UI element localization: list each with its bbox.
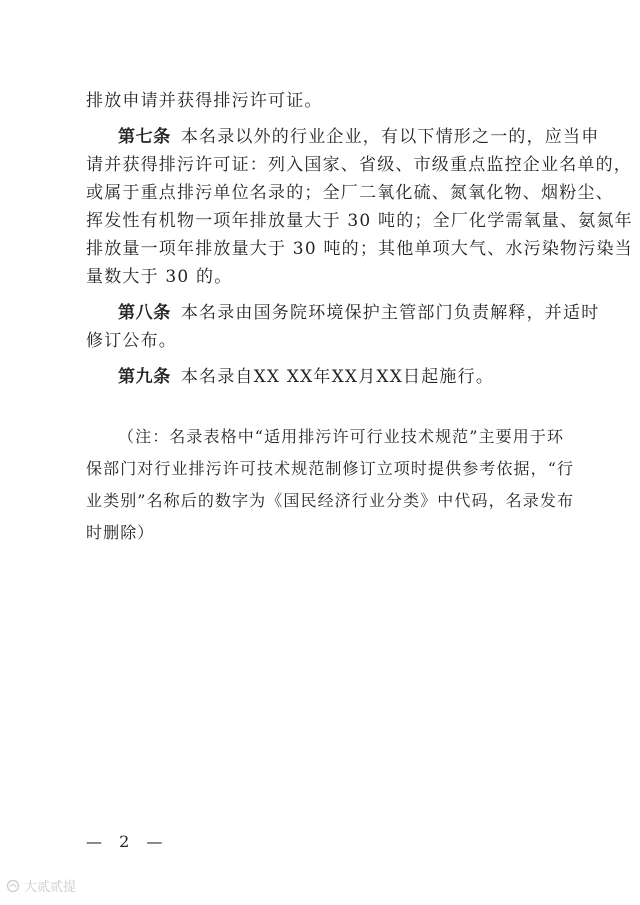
note-line-2: 保部门对行业排污许可技术规范制修订立项时提供参考依据，“行	[86, 459, 575, 478]
watermark-logo-icon	[6, 879, 20, 893]
note-line-4: 时删除）	[86, 523, 155, 542]
article-9-line-1	[118, 364, 598, 390]
article-7-line-4: 挥发性有机物一项年排放量大于 30 吨的；全厂化学需氧量、氨氮年	[86, 211, 633, 231]
watermark	[6, 876, 76, 895]
note-line-3: 业类别”名称后的数字为《国民经济行业分类》中代码，名录发布	[86, 491, 575, 510]
article-7-heading: 第七条	[118, 127, 171, 147]
article-7-line-1	[118, 124, 598, 150]
article-9-text-1: 本名录自XX XX年XX月XX日起施行。	[180, 367, 495, 387]
note-line-1: （注：名录表格中“适用排污许可行业技术规范”主要用于环	[118, 427, 565, 446]
article-7-line-5: 排放量一项年排放量大于 30 吨的；其他单项大气、水污染物污染当	[86, 239, 633, 259]
article-9-heading: 第九条	[118, 367, 171, 387]
paragraph-continuation-line: 排放申请并获得排污许可证。	[86, 91, 323, 111]
article-8-line-2: 修订公布。	[86, 331, 177, 351]
article-7-line-3: 或属于重点排污单位名录的；全厂二氧化硫、氮氧化物、烟粉尘、	[86, 183, 614, 203]
watermark-text: 大贰贰提	[24, 880, 77, 895]
article-7-text-1: 本名录以外的行业企业，有以下情形之一的，应当申	[180, 127, 600, 147]
article-8-text-1: 本名录由国务院环境保护主管部门负责解释，并适时	[180, 303, 600, 323]
article-8-line-1	[118, 300, 598, 326]
page-number: — 2 —	[86, 832, 169, 851]
article-8-heading: 第八条	[118, 303, 171, 323]
article-7-line-6: 量数大于 30 的。	[86, 267, 233, 287]
article-7-line-2: 请并获得排污许可证：列入国家、省级、市级重点监控企业名单的，	[86, 155, 632, 175]
